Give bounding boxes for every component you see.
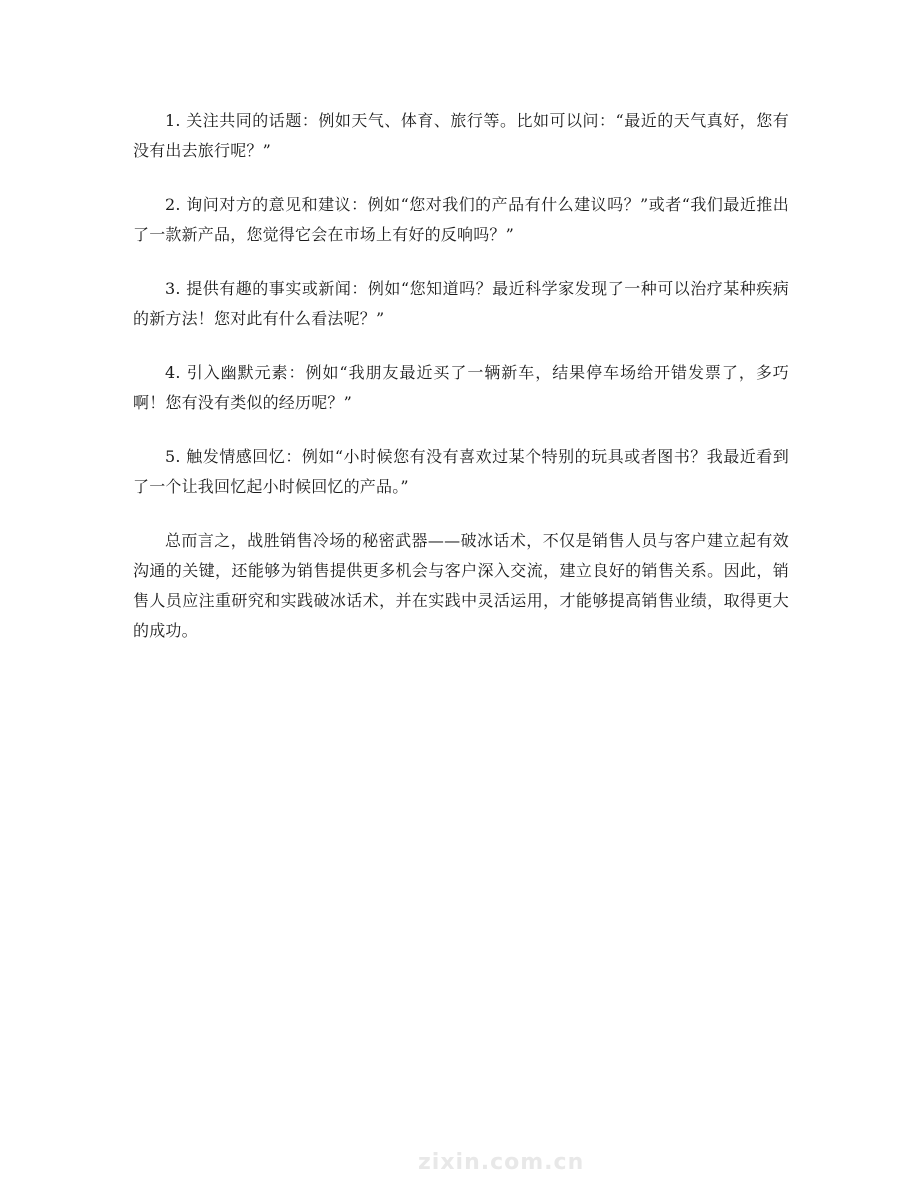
paragraph-tip-1: 1. 关注共同的话题：例如天气、体育、旅行等。比如可以问：“最近的天气真好，您有没有出去旅行呢？”	[133, 111, 789, 160]
paragraph-tip-5: 5. 触发情感回忆：例如“小时候您有没有喜欢过某个特别的玩具或者图书？我最近看到了一个让我回忆起小时候回忆的产品。”	[133, 447, 789, 496]
paragraph-conclusion: 总而言之，战胜销售冷场的秘密武器——破冰话术，不仅是销售人员与客户建立起有效沟通的关键，还能够为销售提供更多机会与客户深入交流，建立良好的销售关系。因此，销售人员应注重研究和实践破冰话术，并在实践中灵活运用，才能够提高销售业绩，取得更大的成功。	[133, 531, 789, 640]
paragraph-tip-2: 2. 询问对方的意见和建议：例如“您对我们的产品有什么建议吗？”或者“我们最近推出了一款新产品，您觉得它会在市场上有好的反响吗？”	[133, 195, 789, 244]
paragraph-tip-4: 4. 引入幽默元素：例如“我朋友最近买了一辆新车，结果停车场给开错发票了，多巧啊！您有没有类似的经历呢？”	[133, 363, 789, 412]
document-body	[133, 106, 789, 670]
paragraph-tip-3: 3. 提供有趣的事实或新闻：例如“您知道吗？最近科学家发现了一种可以治疗某种疾病的新方法！您对此有什么看法呢？”	[133, 279, 789, 328]
watermark: zixin.com.cn	[418, 1150, 585, 1175]
